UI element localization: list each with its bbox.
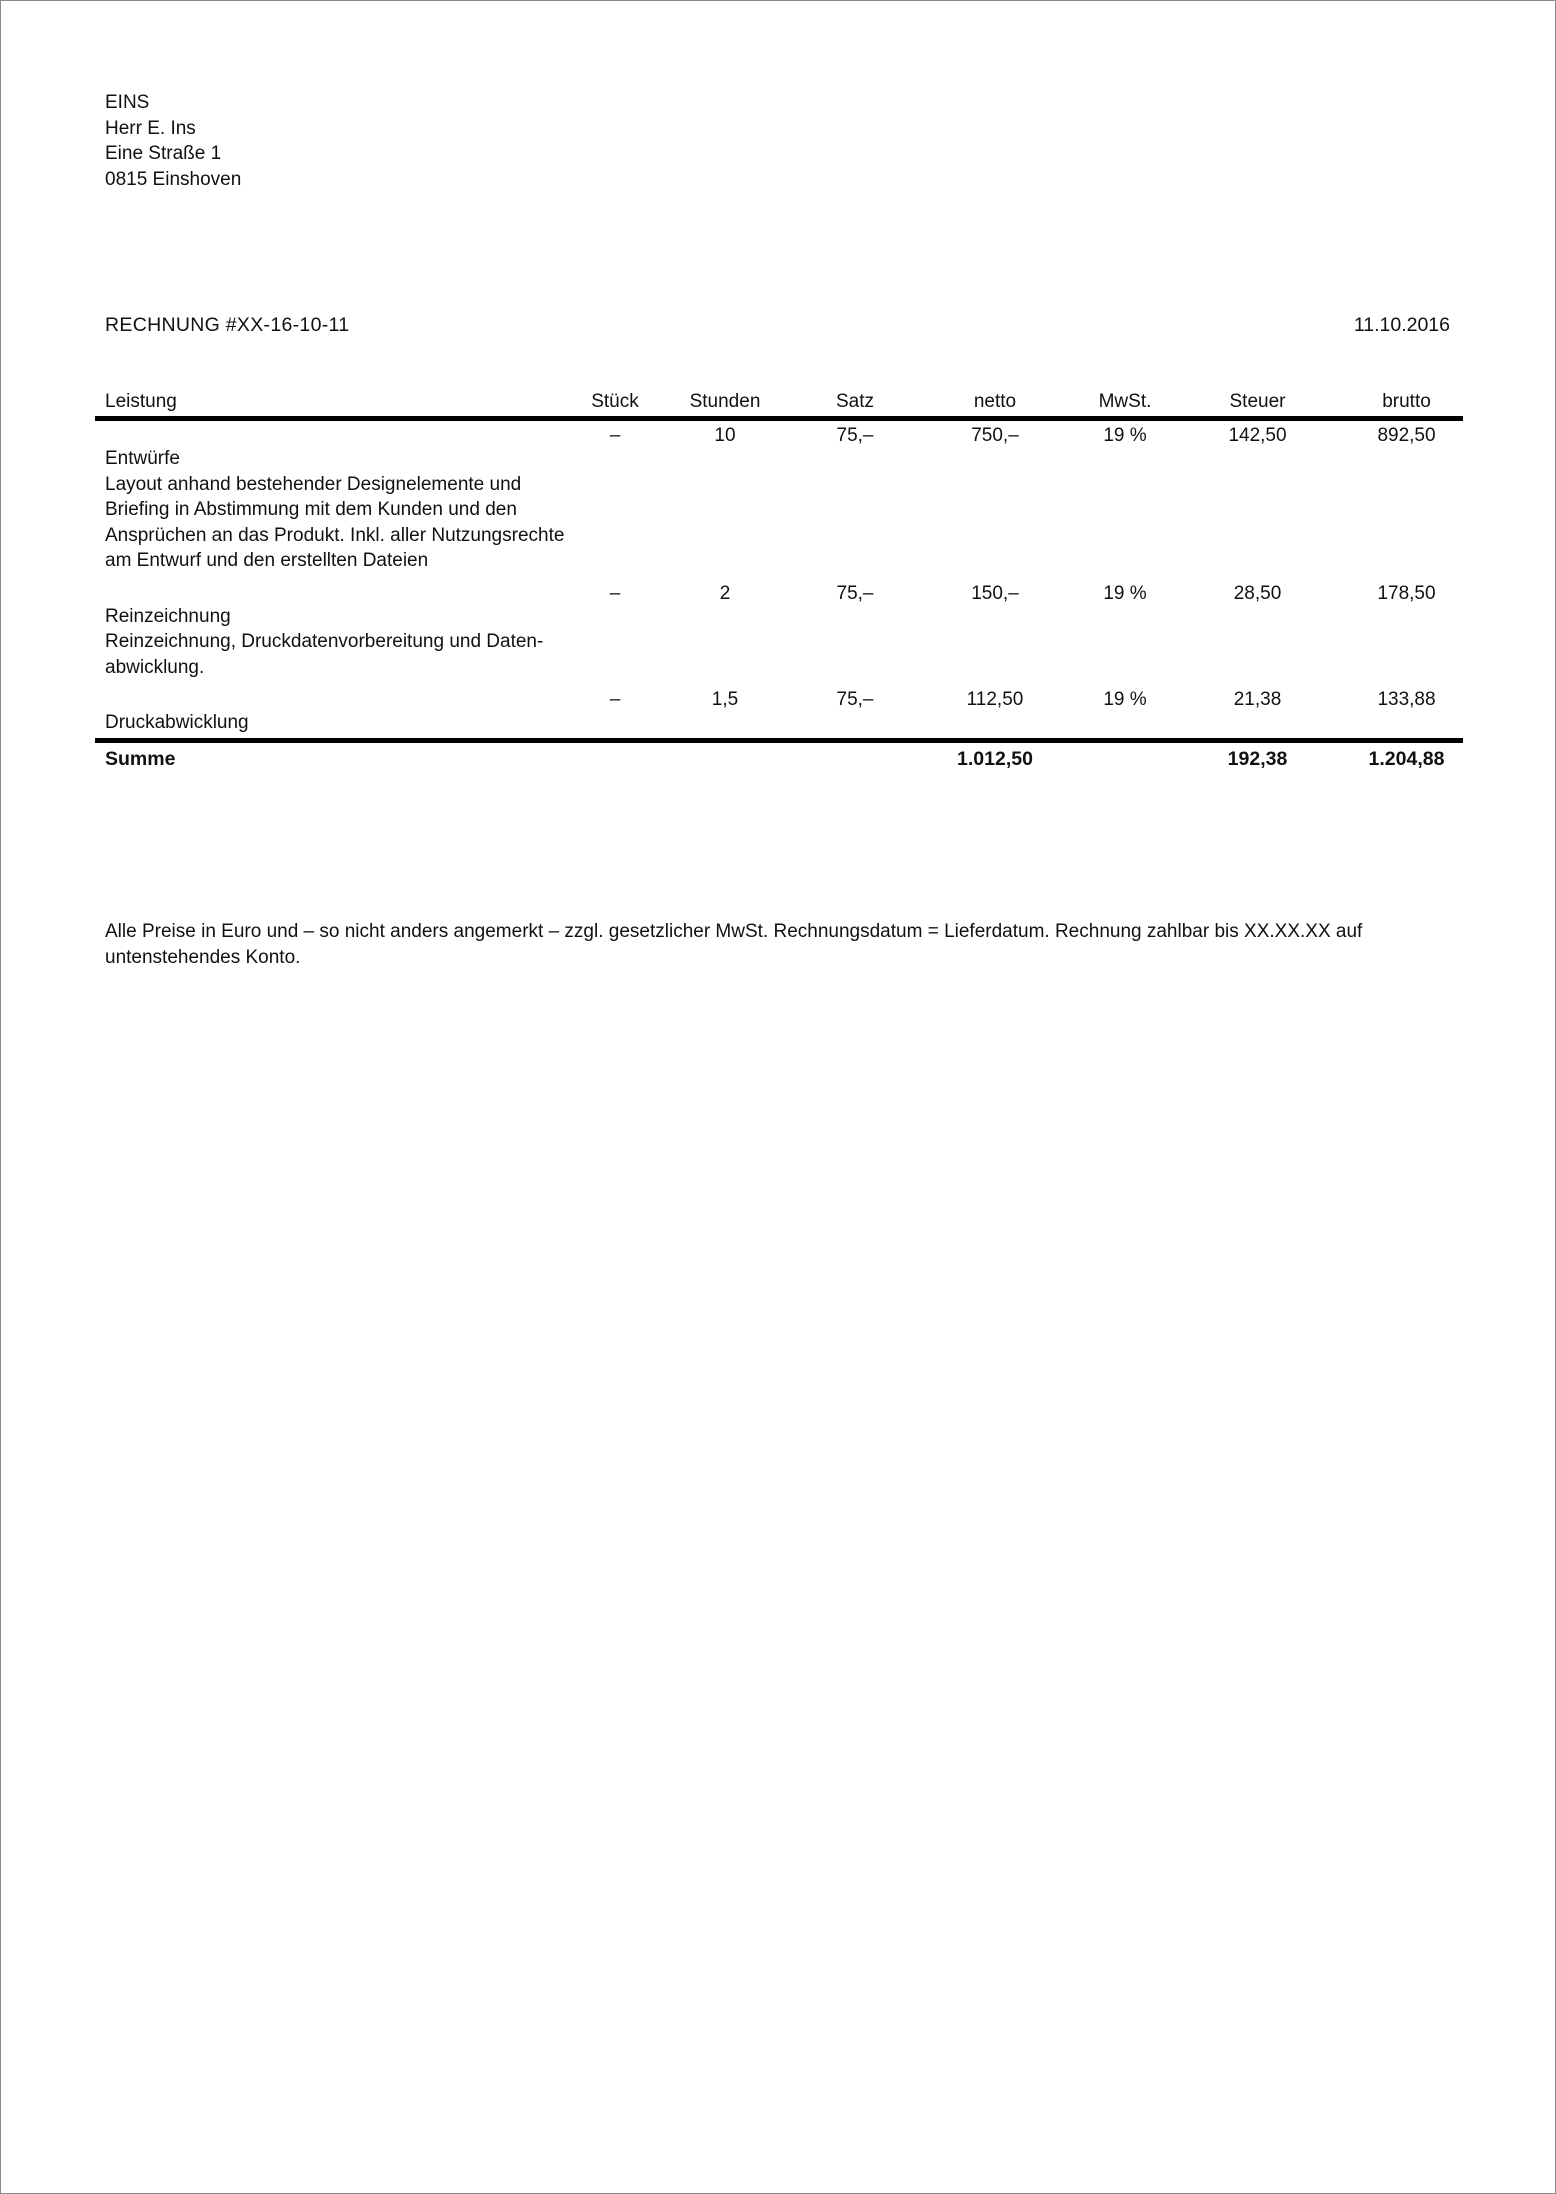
cell-mwst: 19 % xyxy=(1103,582,1147,604)
header-satz: Satz xyxy=(805,385,905,419)
invoice-table xyxy=(95,385,1463,771)
header-leistung: Leistung xyxy=(95,385,585,419)
cell-satz: 75,– xyxy=(836,582,874,604)
cell-mwst: 19 % xyxy=(1103,689,1147,710)
cell-stueck: – xyxy=(609,582,621,604)
cell-steuer: 142,50 xyxy=(1228,425,1287,446)
item-name: Druckabwicklung xyxy=(105,712,249,733)
item-description: Reinzeichnung, Druckdatenvorbereitung und Datenabwicklung. xyxy=(105,631,544,678)
cell-netto: 112,50 xyxy=(966,689,1024,710)
invoice-title: RECHNUNG #XX-16-10-11 xyxy=(105,314,350,336)
header-mwst: MwSt. xyxy=(1085,385,1165,419)
sender-address xyxy=(105,90,241,192)
cell-stunden: 10 xyxy=(714,425,736,446)
table-row-description xyxy=(95,446,1463,579)
table-row xyxy=(95,685,1463,710)
sender-company: EINS xyxy=(105,92,150,113)
sender-street: Eine Straße 1 xyxy=(105,143,222,164)
cell-netto: 750,– xyxy=(971,425,1019,446)
cell-steuer: 28,50 xyxy=(1233,582,1282,604)
table-row xyxy=(95,419,1463,447)
cell-brutto: 178,50 xyxy=(1377,582,1436,604)
sender-city: 0815 Einshoven xyxy=(105,168,242,190)
cell-stunden: 1,5 xyxy=(711,689,739,710)
cell-stunden: 2 xyxy=(719,582,731,604)
sum-label: Summe xyxy=(105,747,176,770)
invoice-date: 11.10.2016 xyxy=(1353,314,1450,336)
cell-mwst: 19 % xyxy=(1103,425,1147,446)
sum-netto: 1.012,50 xyxy=(957,747,1033,770)
sum-row xyxy=(95,740,1463,771)
payment-terms-note: Alle Preise in Euro und – so nicht anders angemerkt – zzgl. gesetzlicher MwSt. Rechnungsdatum = Lieferdatum. Rechnung zahlbar bis XX.XX.XX auf untenstehendes Konto. xyxy=(105,921,1363,968)
cell-brutto: 133,88 xyxy=(1377,689,1436,710)
table-header-row xyxy=(95,385,1463,419)
sender-person: Herr E. Ins xyxy=(105,117,196,139)
table-row-description xyxy=(95,604,1463,686)
cell-steuer: 21,38 xyxy=(1233,689,1282,710)
cell-brutto: 892,50 xyxy=(1377,425,1436,446)
item-name: Reinzeichnung xyxy=(105,605,231,627)
cell-satz: 75,– xyxy=(836,425,874,446)
sum-brutto: 1.204,88 xyxy=(1368,747,1445,770)
table-row-description xyxy=(95,710,1463,740)
header-stunden: Stunden xyxy=(645,385,805,419)
header-steuer: Steuer xyxy=(1165,385,1350,419)
item-description: Layout anhand bestehender Designelemente und Briefing in Abstimmung mit dem Kunden und den Ansprüchen an das Produkt. Inkl. aller Nutzungsrechte am Entwurf und den erstellten Dateien xyxy=(105,473,565,571)
item-name: Entwürfe xyxy=(105,448,180,469)
cell-netto: 150,– xyxy=(971,582,1019,604)
table-row xyxy=(95,579,1463,604)
cell-satz: 75,– xyxy=(836,689,874,710)
header-brutto: brutto xyxy=(1350,385,1463,419)
header-stueck: Stück xyxy=(585,385,645,419)
cell-stueck: – xyxy=(609,689,621,710)
header-netto: netto xyxy=(905,385,1085,419)
sum-steuer: 192,38 xyxy=(1227,747,1288,770)
cell-stueck: – xyxy=(609,425,621,446)
